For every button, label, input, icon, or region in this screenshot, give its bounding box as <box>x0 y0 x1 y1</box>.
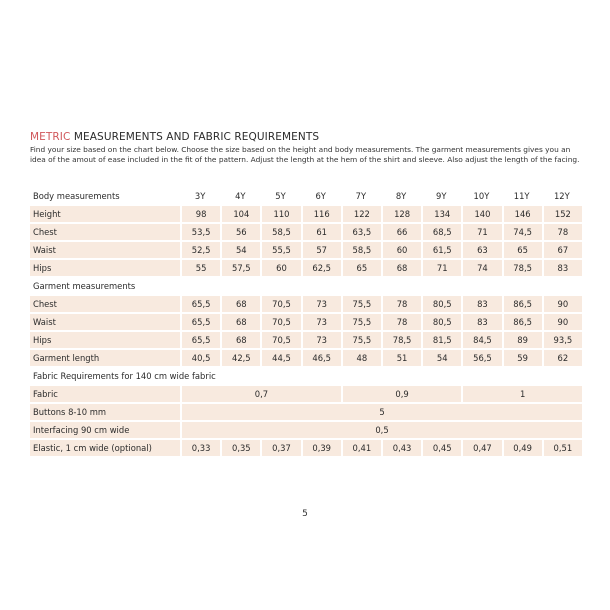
table-cell: 146 <box>502 206 542 222</box>
table-cell: 46,5 <box>301 350 341 366</box>
buttons-value-cell: 5 <box>180 404 582 420</box>
table-cell: 116 <box>301 206 341 222</box>
table-cell: 65,5 <box>180 314 220 330</box>
table-cell: 80,5 <box>421 296 461 312</box>
table-cell: 74,5 <box>502 224 542 240</box>
table-cell: 104 <box>220 206 260 222</box>
table-cell: 58,5 <box>341 242 381 258</box>
table-cell: 68 <box>381 260 421 276</box>
row-label: Interfacing 90 cm wide <box>30 422 180 438</box>
table-cell: 0,37 <box>260 440 300 456</box>
table-cell: 48 <box>341 350 381 366</box>
interfacing-value-cell: 0,5 <box>180 422 582 438</box>
table-cell: 71 <box>421 260 461 276</box>
table-cell: 63 <box>461 242 501 258</box>
table-cell: 89 <box>502 332 542 348</box>
table-cell: 75,5 <box>341 296 381 312</box>
table-row <box>30 296 582 312</box>
table-row <box>30 332 582 348</box>
row-label: Hips <box>30 260 180 276</box>
size-column-header: 4Y <box>235 191 246 201</box>
table-cell: 78 <box>542 224 582 240</box>
section-header-fabric: Fabric Requirements for 140 cm wide fabric <box>33 371 216 381</box>
table-cell: 0,35 <box>220 440 260 456</box>
table-cell: 83 <box>461 314 501 330</box>
fabric-row <box>30 386 582 402</box>
row-label: Waist <box>30 314 180 330</box>
table-cell: 152 <box>542 206 582 222</box>
title-accent: METRIC <box>30 131 71 143</box>
table-cell: 65 <box>341 260 381 276</box>
table-cell: 55 <box>180 260 220 276</box>
table-cell: 78 <box>381 314 421 330</box>
size-column-header: 8Y <box>395 191 407 201</box>
table-cell: 44,5 <box>260 350 300 366</box>
size-column-header: 5Y <box>275 191 286 201</box>
table-cell: 0,33 <box>180 440 220 456</box>
table-cell: 78,5 <box>381 332 421 348</box>
table-row <box>30 260 582 276</box>
row-label: Garment length <box>30 350 180 366</box>
table-cell: 70,5 <box>260 296 300 312</box>
table-cell: 68 <box>220 332 260 348</box>
table-cell: 56 <box>220 224 260 240</box>
table-cell: 140 <box>461 206 501 222</box>
table-cell: 53,5 <box>180 224 220 240</box>
table-cell: 81,5 <box>421 332 461 348</box>
section-header-body: Body measurements <box>33 191 120 201</box>
table-cell: 70,5 <box>260 314 300 330</box>
table-cell: 93,5 <box>542 332 582 348</box>
title-rest: MEASUREMENTS AND FABRIC REQUIREMENTS <box>70 131 320 143</box>
table-cell: 0,49 <box>502 440 542 456</box>
table-cell: 62 <box>542 350 582 366</box>
size-column-header: 7Y <box>355 191 367 201</box>
table-cell: 62,5 <box>301 260 341 276</box>
row-label: Hips <box>30 332 180 348</box>
table-cell: 0,51 <box>542 440 582 456</box>
table-cell: 56,5 <box>461 350 501 366</box>
table-cell: 86,5 <box>502 314 542 330</box>
table-cell: 57,5 <box>220 260 260 276</box>
section-header-garment: Garment measurements <box>33 281 136 291</box>
size-column-header: 3Y <box>194 191 206 201</box>
table-cell: 51 <box>381 350 421 366</box>
table-cell: 59 <box>502 350 542 366</box>
table-cell: 60 <box>260 260 300 276</box>
interfacing-row <box>30 422 582 438</box>
elastic-row <box>30 440 582 456</box>
table-cell: 110 <box>260 206 300 222</box>
table-cell: 58,5 <box>260 224 300 240</box>
table-cell: 60 <box>381 242 421 258</box>
fabric-value-cell: 0,9 <box>341 386 462 402</box>
table-cell: 84,5 <box>461 332 501 348</box>
buttons-row <box>30 404 582 420</box>
table-cell: 75,5 <box>341 332 381 348</box>
table-cell: 67 <box>542 242 582 258</box>
page-number: 5 <box>302 509 308 519</box>
table-cell: 65 <box>502 242 542 258</box>
table-cell: 122 <box>341 206 381 222</box>
body-measurements-header-row <box>30 188 582 204</box>
table-cell: 54 <box>220 242 260 258</box>
table-cell: 78 <box>381 296 421 312</box>
table-cell: 128 <box>381 206 421 222</box>
table-cell: 0,47 <box>461 440 501 456</box>
table-row <box>30 224 582 240</box>
table-cell: 0,39 <box>301 440 341 456</box>
table-cell: 66 <box>381 224 421 240</box>
row-label: Chest <box>30 296 180 312</box>
fabric-requirements-header-row <box>30 368 582 384</box>
table-cell: 73 <box>301 332 341 348</box>
table-cell: 68 <box>220 314 260 330</box>
table-cell: 134 <box>421 206 461 222</box>
table-cell: 68,5 <box>421 224 461 240</box>
table-cell: 74 <box>461 260 501 276</box>
table-cell: 86,5 <box>502 296 542 312</box>
table-cell: 52,5 <box>180 242 220 258</box>
table-cell: 98 <box>180 206 220 222</box>
table-cell: 57 <box>301 242 341 258</box>
table-cell: 65,5 <box>180 296 220 312</box>
row-label: Fabric <box>30 386 180 402</box>
table-cell: 0,45 <box>421 440 461 456</box>
table-row <box>30 350 582 366</box>
row-label: Waist <box>30 242 180 258</box>
size-column-header: 10Y <box>473 191 490 201</box>
table-cell: 83 <box>542 260 582 276</box>
table-cell: 0,41 <box>341 440 381 456</box>
table-cell: 61,5 <box>421 242 461 258</box>
table-cell: 68 <box>220 296 260 312</box>
row-label: Chest <box>30 224 180 240</box>
size-column-header: 9Y <box>436 191 447 201</box>
page-title <box>30 131 319 143</box>
table-cell: 0,43 <box>381 440 421 456</box>
size-chart-table <box>30 186 582 458</box>
table-cell: 40,5 <box>180 350 220 366</box>
table-cell: 63,5 <box>341 224 381 240</box>
table-row <box>30 314 582 330</box>
table-row <box>30 242 582 258</box>
table-cell: 75,5 <box>341 314 381 330</box>
garment-measurements-header-row <box>30 278 582 294</box>
table-cell: 54 <box>421 350 461 366</box>
row-label: Elastic, 1 cm wide (optional) <box>30 440 180 456</box>
table-cell: 71 <box>461 224 501 240</box>
table-cell: 65,5 <box>180 332 220 348</box>
table-cell: 73 <box>301 314 341 330</box>
table-cell: 90 <box>542 314 582 330</box>
table-cell: 78,5 <box>502 260 542 276</box>
size-column-header: 11Y <box>513 191 530 201</box>
table-cell: 61 <box>301 224 341 240</box>
table-cell: 55,5 <box>260 242 300 258</box>
fabric-value-cell: 0,7 <box>180 386 341 402</box>
fabric-value-cell: 1 <box>461 386 582 402</box>
size-column-header: 6Y <box>315 191 326 201</box>
table-cell: 73 <box>301 296 341 312</box>
table-cell: 80,5 <box>421 314 461 330</box>
table-cell: 70,5 <box>260 332 300 348</box>
intro-paragraph: Find your size based on the chart below. Choose the size based on the height and body measurements. The garment measurements gives you an idea of the amout of ease included in the fit of the pattern. Adjust the length at the hem of the shirt and sleeve. Also adjust the length of the facing. <box>30 145 580 164</box>
table-row <box>30 206 582 222</box>
row-label: Buttons 8-10 mm <box>30 404 180 420</box>
table-cell: 83 <box>461 296 501 312</box>
size-column-header: 12Y <box>553 191 570 201</box>
table-cell: 42,5 <box>220 350 260 366</box>
row-label: Height <box>30 206 180 222</box>
table-cell: 90 <box>542 296 582 312</box>
